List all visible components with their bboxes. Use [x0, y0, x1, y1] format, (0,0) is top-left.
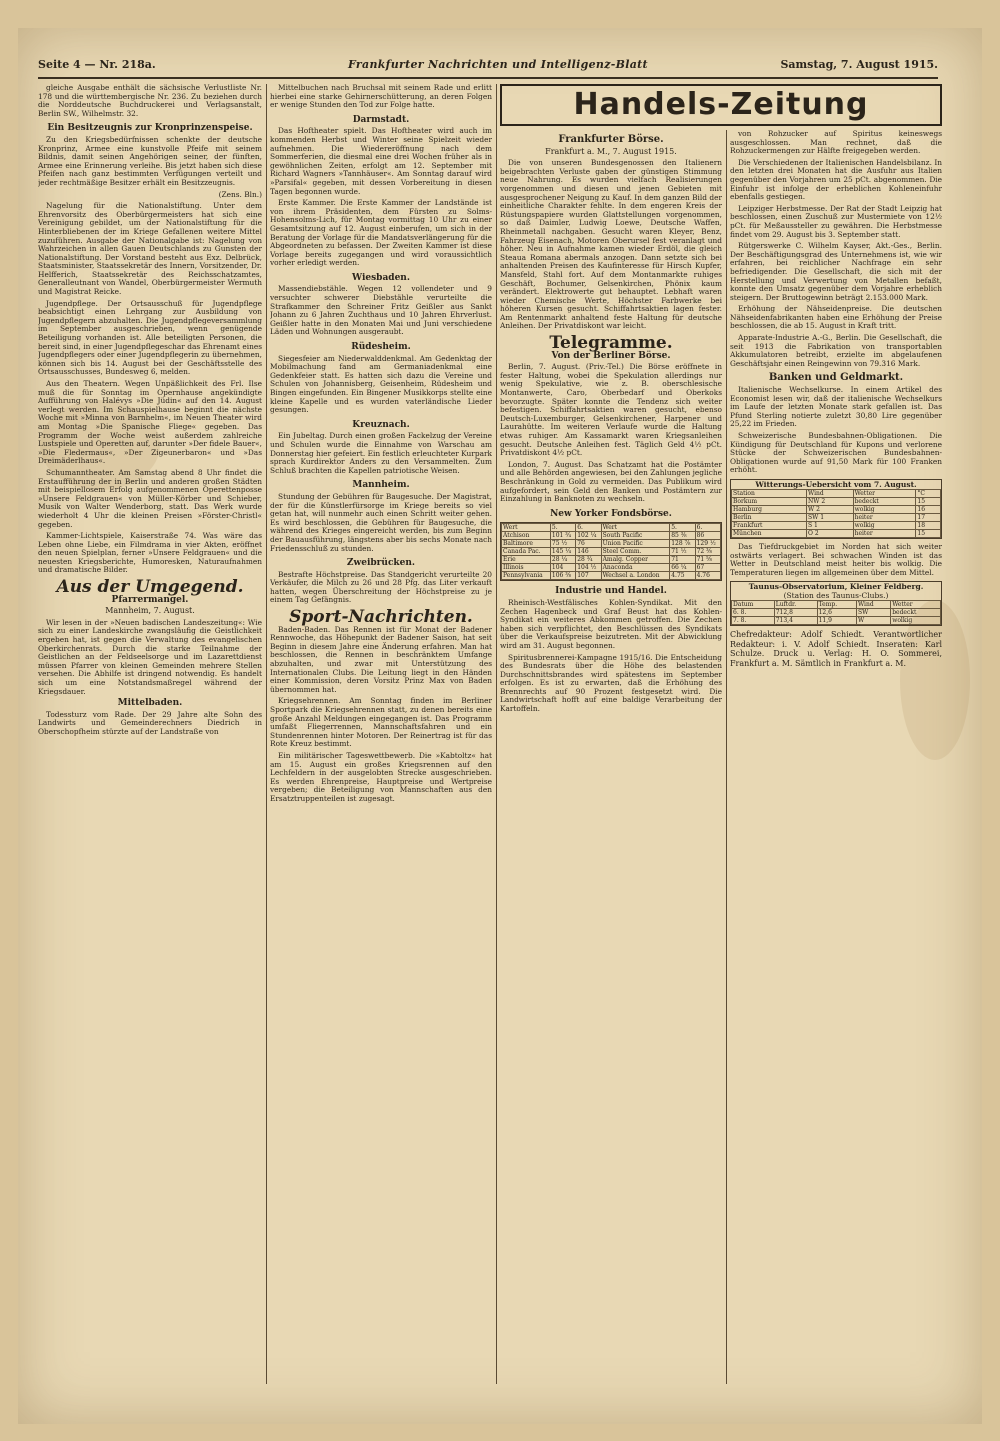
- article-text: Erste Kammer. Die Erste Kammer der Landstände ist von ihrem Präsidenten, dem Fürsten zu Solms-Hohensolms-Lich, für Montag vormittag 10 Uhr zu einer Gesamtsitzung auf 12. August einberufen, um sich in der Beratung der Vorlage für die Mandatsverlängerung für die Abgeordneten zu befassen. Der Zweiten Kammer ist diese Vorlage bereits zugegangen und wird voraussichtlich vorher erledigt werden.: [270, 198, 492, 268]
- article-text: Massendiebstähle. Wegen 12 vollendeter und 9 versuchter schwerer Diebstähle verurteilte die Strafkammer den Schreiner Fritz Geißler aus Sankt Johann zu 6 Jahren Zuchthaus und 10 Jahren Ehrverlust. Geißler hatte in den Monaten Mai und Juni verschiedene Läden und Wohnungen ausgeraubt.: [270, 284, 492, 337]
- imprint: Chefredakteur: Adolf Schiedt. Verantwortlicher Redakteur: i. V. Adolf Schiedt. Inseraten: Karl Schulze. Druck u. Verlag: H. O. Sommerei, Frankfurt a. M. Sämtlich in Frankfurt a. M.: [730, 630, 942, 668]
- table-cell: Erie: [502, 556, 551, 564]
- table-cell: 128 ⅞: [670, 540, 695, 548]
- table-row: [732, 505, 941, 513]
- table-cell: SW 1: [807, 513, 854, 521]
- dateline: Mannheim, 7. August.: [105, 606, 195, 616]
- article-text: Mittelbuchen nach Bruchsal mit seinem Rade und erlitt hierbei eine starke Gehirnerschütterung, an deren Folgen er wenige Stunden den Tod zur Folge hatte.: [270, 84, 492, 110]
- column-1: [38, 84, 262, 1384]
- article-text: Ein militärischer Tageswettbewerb. Die »Kabtoltz« hat am 15. August ein großes Kriegsrennen auf den Lechfeldern in der ausgelobten Strecke ausgeschrieben. Es werden Ehrenpreise, Hauptpreise und Wertpreise vergeben; die Beteiligung von Mannschaften aus den Ersatztruppenteilen ist zugesagt.: [270, 750, 492, 803]
- dateline: Frankfurt a. M., 7. August 1915.: [545, 146, 677, 156]
- table-cell: 71 ½: [670, 548, 695, 556]
- article-heading: Kreuznach.: [352, 419, 410, 430]
- table-cell: Union Pacific: [601, 540, 670, 548]
- table-cell: 12,6: [817, 609, 856, 617]
- article-text: Schumanntheater. Am Samstag abend 8 Uhr findet die Erstaufführung der in Berlin und anderen großen Städten mit beispiellosem Erfolg aufgenommenen Operettenposse »Unsere Feldgrauen« von Müller-Körber und Schieber, Musik von Walter Wenderborg, statt. Das Werk wurde wiederholt 4 Uhr die kleinen Preisen »Förster-Christl« gegeben.: [38, 467, 262, 529]
- table-header-cell: °C: [916, 489, 941, 497]
- article-text: Baden-Baden. Das Rennen ist für Monat der Badener Rennwoche, das Höhepunkt der Badener Saison, hat seit Beginn in diesem Jahre eine Änderung erfahren. Man hat beschlossen, die Rennen in beschränktem Umfange abzuhalten, und zwar mit Unterstützung des Internationalen Clubs. Die Leitung liegt in den Händen einer Kommission, deren Vorsitz Prinz Max von Baden übernommen hat.: [270, 624, 492, 694]
- article-text: Spiritusbrennerei-Kampagne 1915/16. Die Entscheidung des Bundesrats über die Höhe des belastenden Durchschnittsbrandes wird spätestens im September erfolgen. Es ist zu erwarten, daß die Erhöhung des Brennrechts auf 90 Prozent festgesetzt wird. Die Landwirtschaft hofft auf eine baldige Verarbeitung der Kartoffeln.: [500, 652, 722, 714]
- table-cell: 145 ¼: [550, 548, 575, 556]
- table-header-cell: Wind: [807, 489, 854, 497]
- table-cell: Berlin: [732, 513, 807, 521]
- article-text: Wir lesen in der »Neuen badischen Landeszeitung«: Wie sich zu einer Landeskirche zwangsläufig die Geistlichkeit ergeben hat, ist gegen die Verwaltung des evangelischen Oberkirchenrats. Durch die starke Teilnahme der Geistlichen an der Feldseelsorge und im Lazarettdienst müssen Pfarrer von kleinen Gemeinden mehrere Stellen versehen. Die Abhilfe ist dringend notwendig. Es handelt sich um eine Notstandsmaßregel während der Kriegsdauer.: [38, 617, 262, 696]
- table-cell: heiter: [853, 513, 916, 521]
- table-header-cell: Wetter: [853, 489, 916, 497]
- table-cell: Frankfurt: [732, 521, 807, 529]
- table-cell: 4.76: [695, 572, 720, 580]
- table-cell: Canada Pac.: [502, 548, 551, 556]
- table-cell: 75 ½: [550, 540, 575, 548]
- table-header-cell: 5.: [670, 524, 695, 532]
- article-heading: Industrie und Handel.: [555, 586, 667, 597]
- table-cell: South Pacific: [601, 532, 670, 540]
- table-cell: 102 ¼: [576, 532, 601, 540]
- table-header-cell: Station: [732, 489, 807, 497]
- article-heading: Rüdesheim.: [351, 342, 411, 353]
- article-heading: Frankfurter Börse.: [558, 134, 664, 145]
- table-cell: O 2: [807, 529, 854, 537]
- table-cell: 4.75: [670, 572, 695, 580]
- table-cell: 71 ⅝: [695, 556, 720, 564]
- table-cell: Steel Comm.: [601, 548, 670, 556]
- table-cell: 18: [916, 521, 941, 529]
- table-header-cell: 5.: [550, 524, 575, 532]
- table-cell: 76: [576, 540, 601, 548]
- table-cell: 7. 8.: [732, 617, 775, 625]
- table-cell: Wechsel a. London: [601, 572, 670, 580]
- article-text: Apparate-Industrie A.-G., Berlin. Die Gesellschaft, die seit 1913 die Fabrikation von transportablen Akkumulatoren betreibt, erzielte im abgelaufenen Geschäftsjahr einen Reingewinn von 79.316 Mark.: [730, 333, 942, 368]
- article-heading: Wiesbaden.: [352, 272, 410, 283]
- table-cell: 129 ½: [695, 540, 720, 548]
- section-heading: Sport-Nachrichten.: [289, 607, 473, 628]
- article-heading: New Yorker Fondsbörse.: [550, 508, 672, 519]
- table-cell: 712,8: [774, 609, 817, 617]
- table-cell: Illinois: [502, 564, 551, 572]
- table-cell: 71: [670, 556, 695, 564]
- table-cell: 86: [695, 532, 720, 540]
- article-text: Das Hoftheater spielt. Das Hoftheater wird auch im kommenden Herbst und Winter seine Spielzeit wieder aufnehmen. Die Wiedereröffnung nach dem Sommerferien, die diesmal eine drei Wochen früher als in gewöhnlichen Zeiten, erfolgt am 12. September mit Richard Wagners »Tannhäuser«. Am Sonntag darauf wird »Parsifal« gegeben, mit dessen Vorbereitung in diesen Tagen begonnen wurde.: [270, 126, 492, 196]
- table-cell: W 2: [807, 505, 854, 513]
- article-text: Jugendpflege. Der Ortsausschuß für Jugendpflege beabsichtigt einen Lehrgang zur Ausbildung von Jugendpflegern abzuhalten. Die Jugendpflegeversammlung im September ausgeschrieben, wenn genügende Beteiligung vorhanden ist. Alle beteiligten Personen, die bereit sind, in einer Jugendpflegeschar das Ehrenamt eines Jugendpflegers oder einer Jugendpflegerin zu übernehmen, können sich bis 14. August bei der Geschäftsstelle des Ortsausschusses, Bundesweg 6, melden.: [38, 298, 262, 377]
- article-text: Bestrafte Höchstpreise. Das Standgericht verurteilte 20 Verkäufer, die Milch zu 26 und 28 Pfg. das Liter verkauft hatten, wegen Überschreitung der Höchstpreise zu je einem Tag Gefängnis.: [270, 569, 492, 605]
- table-header-cell: 6.: [695, 524, 720, 532]
- handels-zeitung-banner: Handels-Zeitung: [500, 84, 942, 126]
- table-cell: 15: [916, 529, 941, 537]
- article-text: Rütgerswerke C. Wilhelm Kayser, Akt.-Ges., Berlin. Der Beschäftigungsgrad des Unternehmens ist, wie wir erfahren, bei reichlicher Nachfrage ein sehr befriedigender. Die Gesellschaft, die sich mit der Herstellung und Verwertung von Metallen befaßt, konnte den Umsatz gegenüber dem Vorjahre erheblich steigern. Der Bruttogewinn beträgt 2.153.000 Mark.: [730, 241, 942, 302]
- table-cell: München: [732, 529, 807, 537]
- article-heading: Pfarrermangel.: [111, 594, 189, 605]
- newspaper-masthead: Frankfurter Nachrichten und Intelligenz-Blatt: [348, 58, 648, 71]
- observatory-table: [730, 581, 942, 626]
- issue-date: Samstag, 7. August 1915.: [780, 58, 938, 71]
- table-cell: bedeckt: [891, 609, 941, 617]
- table-cell: Pennsylvania: [502, 572, 551, 580]
- article-heading: Mannheim.: [352, 480, 410, 491]
- table-cell: Hamburg: [732, 505, 807, 513]
- article-text: Erhöhung der Nähseidenpreise. Die deutschen Nähseidenfabrikanten haben eine Erhöhung der Preise beschlossen, die ab 15. August in Kraft tritt.: [730, 304, 942, 331]
- table-cell: 72 ⅜: [695, 548, 720, 556]
- article-text: Ein Jubeltag. Durch einen großen Fackelzug der Vereine und Schulen wurde die Einnahme von Warschau am Donnerstag hier gefeiert. Ein festlich erleuchteter Kurpark sprach Kurdirektor Anders zu den Versammelten. Zum Schluß brachten die Kapellen patriotische Weisen.: [270, 431, 492, 475]
- weather-table: [730, 479, 942, 539]
- article-heading: Darmstadt.: [352, 114, 410, 125]
- table-row: [732, 513, 941, 521]
- table-row: [732, 609, 941, 617]
- table-cell: NW 2: [807, 497, 854, 505]
- table-cell: wolkig: [853, 521, 916, 529]
- article-text: von Rohzucker auf Spiritus keineswegs ausgeschlossen. Man rechnet, daß die Rohzuckermengen zur Hälfte freigegeben werden.: [730, 130, 942, 156]
- table-cell: 6. 8.: [732, 609, 775, 617]
- header-rule: [38, 77, 938, 79]
- article-text: Stundung der Gebühren für Baugesuche. Der Magistrat, der für die Künstlerfürsorge im Kriege bereits so viel getan hat, will nunmehr auch einen Schritt weiter gehen. Es wird beschlossen, die Gebühren für Baugesuche, die während des Krieges eingereicht werden, bis zum Beginn der Bauausführung, längstens aber bis sechs Monate nach Friedensschluß zu stunden.: [270, 491, 492, 553]
- table-cell: wolkig: [891, 617, 941, 625]
- table-header-cell: Wind: [857, 601, 891, 609]
- table-cell: 11,9: [817, 617, 856, 625]
- table-row: [502, 572, 721, 580]
- table-cell: heiter: [853, 529, 916, 537]
- table-row: [502, 564, 721, 572]
- table-row: [732, 617, 941, 625]
- article-text: Italienische Wechselkurse. In einem Artikel des Economist lesen wir, daß der italienische Wechselkurs im Laufe der letzten Monate stark gefallen ist. Das Pfund Sterling notierte zuletzt 30,80 Lire gegenüber 25,22 im Frieden.: [730, 385, 942, 429]
- table-cell: Baltimore: [502, 540, 551, 548]
- article-text: Das Tiefdruckgebiet im Norden hat sich weiter ostwärts verlagert. Bei schwachen Winden ist das Wetter in Deutschland meist heiter bis wolkig. Die Temperaturen liegen im allgemeinen über dem Mittel.: [730, 541, 942, 577]
- article-heading: Von der Berliner Börse.: [551, 350, 671, 361]
- table-cell: 713,4: [774, 617, 817, 625]
- article-text: Aus den Theatern. Wegen Unpäßlichkeit des Frl. Ilse muß die für Sonntag im Opernhause angekündigte Aufführung von Halévys »Die Jüdin« auf den 14. August verlegt werden. Im Schauspielhause beginnt die nächste Woche mit »Minna von Barnhelm«, im Neuen Theater wird am Montag »Die Spanische Fliege« gegeben. Das Programm der Woche weist außerdem zahlreiche Lustspiele und Operetten auf, darunter »Der fidele Bauer«, »Die Fledermaus«, »Der Zigeunerbaron« und »Das Dreimäderlhaus«.: [38, 379, 262, 466]
- table-row: [732, 497, 941, 505]
- column-divider: [496, 84, 497, 1384]
- article-text: gleiche Ausgabe enthält die sächsische Verlustliste Nr. 178 und die württembergische Nr. 236. Zu beziehen durch die Norddeutsche Buchdruckerei und Verlagsanstalt, Berlin SW., Wilhelmstr. 32.: [38, 84, 262, 118]
- article-text: Schweizerische Bundesbahnen-Obligationen. Die Kündigung für Deutschland für Kupons und verlorene Stücke der Schweizerischen Bundesbahnen-Obligationen wurde auf 91,50 Mark für 100 Franken erhöht.: [730, 431, 942, 475]
- table-cell: 85 ⅜: [670, 532, 695, 540]
- table-cell: 146: [576, 548, 601, 556]
- article-text: Kriegsehrennen. Am Sonntag finden im Berliner Sportpark die Kriegsehrennen statt, zu denen bereits eine große Anzahl Meldungen eingegangen ist. Das Programm umfaßt Fliegerrennen, Mannschaftsfahren und ein Stundenrennen hinter Motoren. Der Reinertrag ist für das Rote Kreuz bestimmt.: [270, 696, 492, 749]
- table-title: Witterungs-Uebersicht vom 7. August.: [755, 479, 917, 489]
- table-cell: 16: [916, 505, 941, 513]
- table-header-cell: Wert: [601, 524, 670, 532]
- page-header: [38, 58, 938, 76]
- article-heading: Banken und Geldmarkt.: [768, 372, 904, 384]
- table-row: [732, 521, 941, 529]
- table-cell: wolkig: [853, 505, 916, 513]
- article-text: Zu den Kriegsbedürfnissen schenkte der deutsche Kronprinz, Armee eine kunstvolle Pfeife mit seinem Bildnis, damit seinen Angehörigen seiner, der fünften, Armee eine Erinnerung verleihe. Bis jetzt haben sich diese Pfeifen nach ganz bestimmten Verfügungen verteilt und jeder rechtmäßige Besitzer erhält ein Besitzzeugnis.: [38, 134, 262, 187]
- table-cell: 28 ¾: [576, 556, 601, 564]
- table-header-cell: Datum: [732, 601, 775, 609]
- table-cell: 101 ¾: [550, 532, 575, 540]
- table-cell: 66 ¼: [670, 564, 695, 572]
- table-cell: Anaconda: [601, 564, 670, 572]
- column-3: [500, 130, 722, 1384]
- article-text: London, 7. August. Das Schatzamt hat die Postämter und alle Behörden angewiesen, bei den Zahlungen jegliche Beschränkung in Gold zu vermeiden. Das Publikum wird aufgefordert, sein Geld den Banken und Postämtern zur Einzahlung in Banknoten zu wechseln.: [500, 459, 722, 504]
- table-subtitle: (Station des Taunus-Clubs.): [783, 591, 889, 601]
- table-row: [732, 529, 941, 537]
- table-cell: 104 ½: [576, 564, 601, 572]
- table-cell: Borkum: [732, 497, 807, 505]
- table-cell: 107: [576, 572, 601, 580]
- table-header-cell: Temp.: [817, 601, 856, 609]
- table-cell: 28 ¼: [550, 556, 575, 564]
- table-cell: 106 ⅜: [550, 572, 575, 580]
- article-text: Die Verschiedenen der Italienischen Handelsbilanz. In den letzten drei Monaten hat die Ausfuhr aus Italien gegenüber den Vorjahren um 25 pCt. abgenommen. Die Einfuhr ist infolge der erheblichen Kohleneinfuhr ebenfalls gestiegen.: [730, 157, 942, 202]
- table-header-cell: Luftdr.: [774, 601, 817, 609]
- article-text: Todessturz vom Rade. Der 29 Jahre alte Sohn des Landwirts und Gemeinderechners Diedrich in Oberschopfheim stürzte auf der Landstraße von: [38, 709, 262, 736]
- column-4: [730, 130, 942, 1384]
- article-heading: Mittelbaden.: [117, 698, 183, 709]
- table-cell: bedeckt: [853, 497, 916, 505]
- page-number: Seite 4 — Nr. 218a.: [38, 58, 156, 71]
- stock-table: [500, 522, 722, 581]
- table-header-cell: 6.: [576, 524, 601, 532]
- table-row: [502, 532, 721, 540]
- column-2: [270, 84, 492, 1384]
- table-title: Taunus-Observatorium, Kleiner Feldberg.: [748, 582, 924, 592]
- column-divider: [266, 84, 267, 1384]
- article-text: Kammer-Lichtspiele, Kaiserstraße 74. Was wäre das Leben ohne Liebe, ein Filmdrama in vier Akten, eröffnet den neuen Spielplan, ferner »Unsere Feldgrauen« und die neuesten Kriegsberichte, Humoresken, Naturaufnahmen und dramatische Bilder.: [38, 531, 262, 575]
- table-cell: 67: [695, 564, 720, 572]
- article-heading: Ein Besitzeugnis zur Kronprinzenspeise.: [47, 123, 253, 134]
- column-divider: [726, 130, 727, 1384]
- article-heading: Zweibrücken.: [346, 558, 416, 569]
- table-cell: W: [857, 617, 891, 625]
- table-row: [502, 556, 721, 564]
- table-row: [502, 548, 721, 556]
- table-header-cell: Wetter: [891, 601, 941, 609]
- table-cell: 15: [916, 497, 941, 505]
- table-cell: 17: [916, 513, 941, 521]
- table-cell: Atchison: [502, 532, 551, 540]
- section-heading: Telegramme.: [549, 333, 673, 354]
- table-row: [502, 540, 721, 548]
- section-heading: Aus der Umgegend.: [56, 577, 244, 598]
- article-text: Nagelung für die Nationalstiftung. Unter dem Ehrenvorsitz des Oberbürgermeisters hat sich eine Vereinigung gebildet, um der Nationalstiftung für die Hinterbliebenen der im Kriege Gefallenen weitere Mittel zuzuführen. Ausgabe der Nationalgabe ist: Nagelung von Wahrzeichen in allen Gauen Deutschlands zu Gunsten der Nationalstiftung. Der Vorstand besteht aus Exz. Delbrück, Staatsminister, Staatssekretär des Innern, Vorsitzender, Dr. Helfferich, Staatssekretär des Reichsschatzamtes, Generalleutnant von Wandel, Oberbürgermeister Wermuth und Magistrat Reicke.: [38, 201, 262, 297]
- article-text: Rheinisch-Westfälisches Kohlen-Syndikat. Mit den Zechen Hagenbeck und Graf Beust hat das Kohlen-Syndikat ein weiteres Abkommen getroffen. Die Zechen haben sich verpflichtet, den Beschlüssen des Syndikats über die Verkaufspreise beizutreten. Mit der Abwicklung wird am 31. August begonnen.: [500, 597, 722, 650]
- table-cell: Amalg. Copper: [601, 556, 670, 564]
- table-cell: S 1: [807, 521, 854, 529]
- article-text: Leipziger Herbstmesse. Der Rat der Stadt Leipzig hat beschlossen, einen Zuschuß zur Mustermiete von 12½ pCt. für Meßaussteller zu gewähren. Die Herbstmesse findet vom 29. August bis 3. September statt.: [730, 203, 942, 239]
- article-source: (Zens. Bln.): [218, 189, 262, 199]
- article-text: Die von unseren Bundesgenossen den Italienern beigebrachten Verluste gaben der günstigen Stimmung neue Nahrung. Es wurden vielfach Realisierungen vorgenommen und diesen und jenen Gebieten mit ausgesprochener Neigung zu Kauf. In dem ganzen Bild der einheitliche Charakter fehlte. In dem engeren Kreis der Rüstungspapiere wurden Glattstellungen vorgenommen, so daß Daimler, Ludwig Loewe, Deutsche Waffen, Rheinmetall nachgaben. Gesucht waren Kleyer, Benz, Fahrzeug Eisenach, Motoren Oberursel fest veranlagt und höher. Neu in Aufnahme kamen wieder Erdöl, die gleich Steaua Romana abermals anzogen. Dann setzte sich bei anhaltenden Preisen des Kaufinteresse für Hirsch Kupfer, Mansfeld, Stahl fort. Auf dem Montanmarkte ruhiges Geschäft, Bochumer, Gelsenkirchen, Phönix kaum verändert. Elektrowerte gut behauptet. Lebhaft waren wieder Chemische Werte, Höchster Farbwerke bei höheren Kursen gesucht. Schiffahrtsaktien lagen fester. Am Rentenmarkt anhaltend feste Haltung für deutsche Anleihen. Der Privatdiskont war leicht.: [500, 158, 722, 331]
- table-header-cell: Wert: [502, 524, 551, 532]
- article-text: Berlin, 7. August. (Priv.-Tel.) Die Börse eröffnete in fester Haltung, wobei die Spekulation allerdings nur wenig Spekulative, wie z. B. oberschlesische Montanwerte, Caro, Oberbedarf und Oberkoks bevorzugte. Später konnte die Tendenz sich weiter befestigen. Schiffahrtsaktien waren gesucht, ebenso Deutsch-Luxemburger, Gelsenkirchener, Harpener und Laurahütte. Im weiteren Verlaufe wurde die Haltung etwas ruhiger. Am Kassamarkt waren Kriegsanleihen gesucht. Deutsche Anleihen fest. Täglich Geld 4½ pCt. Privatdiskont 4½ pCt.: [500, 362, 722, 458]
- table-cell: 104: [550, 564, 575, 572]
- article-text: Siegesfeier am Niederwalddenkmal. Am Gedenktag der Mobilmachung fand am Germaniadenkmal eine Gedenkfeier statt. Es hatten sich dazu die Vereine und Schulen von Johannisberg, Geisenheim, Rüdesheim und Bingen eingefunden. Ein Bingener Musikkorps stellte eine kleine Kapelle und es wurden vaterländische Lieder gesungen.: [270, 353, 492, 415]
- table-cell: SW: [857, 609, 891, 617]
